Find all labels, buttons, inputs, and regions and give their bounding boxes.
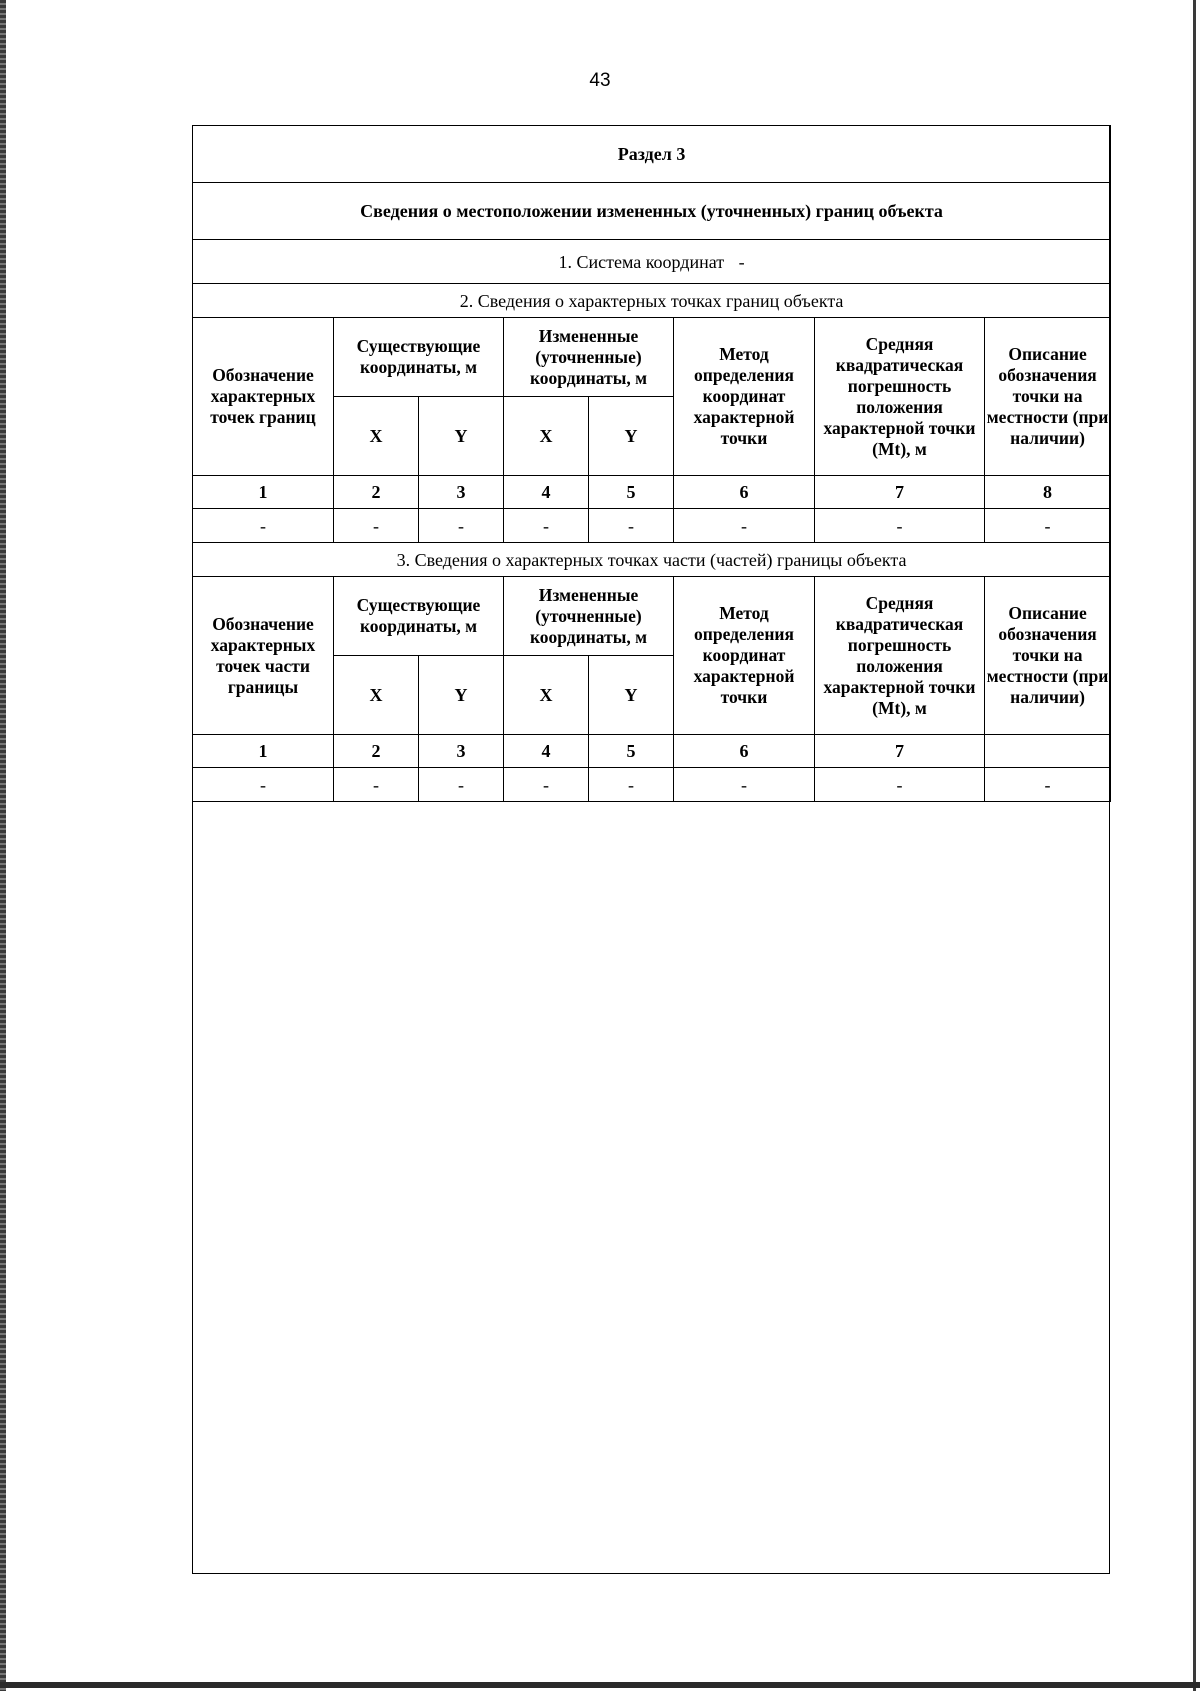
table1-colnum: 3 — [419, 476, 504, 509]
table1-header-changed-y: Y — [589, 397, 674, 476]
table2-title: 3. Сведения о характерных точках части (частей) границы объекта — [193, 543, 1111, 577]
table1-header-method: Метод определения координат характерной точки — [674, 318, 815, 476]
table2-header-changed-coords: Измененные (уточненные) координаты, м — [504, 577, 674, 656]
table2-cell: - — [334, 768, 419, 802]
table1-cell: - — [985, 509, 1111, 543]
table2-header-existing-y: Y — [419, 656, 504, 735]
table1-colnum: 8 — [985, 476, 1111, 509]
table1-colnum: 1 — [193, 476, 334, 509]
table2-colnum: 1 — [193, 735, 334, 768]
table2-cell: - — [419, 768, 504, 802]
table1-header-point-designation: Обозначение характерных точек границ — [193, 318, 334, 476]
table2-colnum — [985, 735, 1111, 768]
table2-header-mean-error: Средняя квадратическая погрешность положения характерной точки (Mt), м — [815, 577, 985, 735]
table1-colnum: 5 — [589, 476, 674, 509]
table1-cell: - — [815, 509, 985, 543]
table2-cell: - — [589, 768, 674, 802]
table2-header-changed-y: Y — [589, 656, 674, 735]
table2-cell: - — [985, 768, 1111, 802]
table1-header-existing-y: Y — [419, 397, 504, 476]
table2-cell: - — [815, 768, 985, 802]
table2-cell: - — [674, 768, 815, 802]
table1-cell: - — [674, 509, 815, 543]
table1-data-row — [193, 509, 1111, 543]
table2-colnum: 2 — [334, 735, 419, 768]
page-scan-edge-bottom — [0, 1682, 1200, 1688]
table2-header-description: Описание обозначения точки на местности (при наличии) — [985, 577, 1111, 735]
section-title: Раздел 3 — [193, 126, 1111, 183]
table2-colnum: 5 — [589, 735, 674, 768]
table1-cell: - — [334, 509, 419, 543]
table1-cell: - — [589, 509, 674, 543]
page-scan-edge-right — [1193, 0, 1196, 1691]
section-3-form — [192, 125, 1111, 802]
table2-header-point-designation: Обозначение характерных точек части границы — [193, 577, 334, 735]
page-scan-edge-left — [0, 0, 6, 1691]
table1-title: 2. Сведения о характерных точках границ объекта — [193, 284, 1111, 318]
table1-header-mean-error: Средняя квадратическая погрешность положения характерной точки (Mt), м — [815, 318, 985, 476]
table1-cell: - — [504, 509, 589, 543]
coordinate-system-label: 1. Система координат — [558, 251, 725, 272]
table2-colnum: 7 — [815, 735, 985, 768]
table2-colnum: 6 — [674, 735, 815, 768]
table1-header-description: Описание обозначения точки на местности (при наличии) — [985, 318, 1111, 476]
coordinate-system-value: - — [738, 251, 745, 272]
table1-colnum: 2 — [334, 476, 419, 509]
coordinate-system-line — [193, 240, 1111, 284]
table1-header-changed-x: X — [504, 397, 589, 476]
table2-cell: - — [504, 768, 589, 802]
section-subtitle: Сведения о местоположении измененных (уточненных) границ объекта — [193, 183, 1111, 240]
table1-cell: - — [419, 509, 504, 543]
table2-cell: - — [193, 768, 334, 802]
table2-header-method: Метод определения координат характерной точки — [674, 577, 815, 735]
table2-header-existing-coords: Существующие координаты, м — [334, 577, 504, 656]
table1-header-existing-x: X — [334, 397, 419, 476]
table1-header-changed-coords: Измененные (уточненные) координаты, м — [504, 318, 674, 397]
page-number: 43 — [589, 70, 611, 91]
table1-header-existing-coords: Существующие координаты, м — [334, 318, 504, 397]
table2-header-existing-x: X — [334, 656, 419, 735]
table2-colnum: 3 — [419, 735, 504, 768]
table2-header-changed-x: X — [504, 656, 589, 735]
table1-colnum: 7 — [815, 476, 985, 509]
table1-cell: - — [193, 509, 334, 543]
table1-colnum: 4 — [504, 476, 589, 509]
table2-colnum: 4 — [504, 735, 589, 768]
table1-column-numbers — [193, 476, 1111, 509]
table2-data-row — [193, 768, 1111, 802]
table1-colnum: 6 — [674, 476, 815, 509]
table2-column-numbers — [193, 735, 1111, 768]
